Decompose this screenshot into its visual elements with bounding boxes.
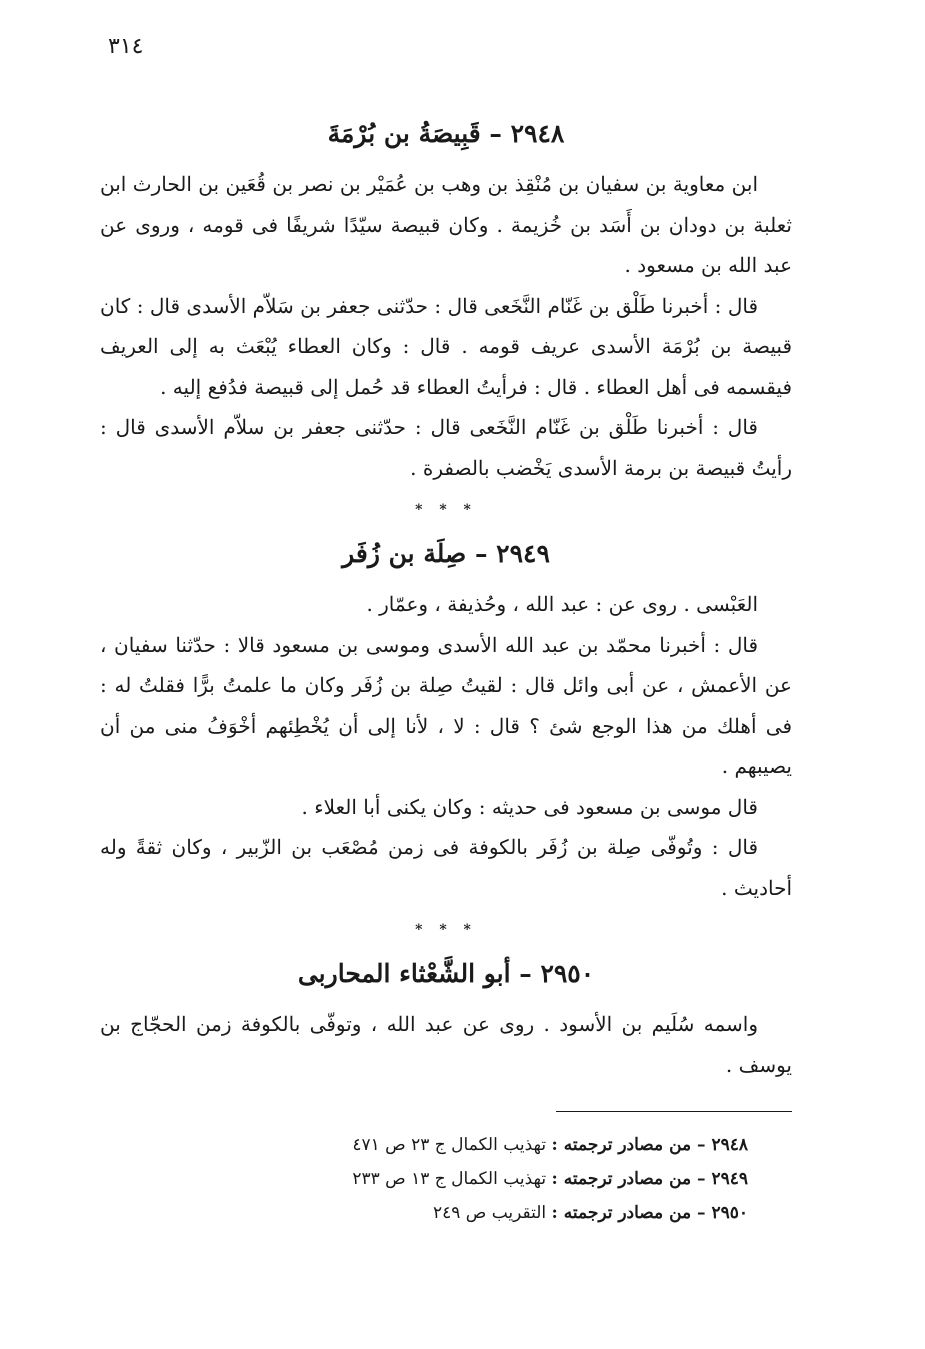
- section-separator: * * *: [415, 922, 477, 938]
- entry-title: ٢٩٤٩ – صِلَة بن زُفَر: [342, 539, 550, 568]
- footnote-text: تهذيب الكمال ج ١٣ ص ٢٣٣: [352, 1169, 547, 1189]
- page-number: ٣١٤: [108, 34, 144, 59]
- entry-2948: [100, 112, 792, 488]
- entry-2949: [100, 532, 792, 908]
- footnote-text: تهذيب الكمال ج ٢٣ ص ٤٧١: [352, 1135, 547, 1155]
- section-separator: * * *: [415, 502, 477, 518]
- footnote-2949: [100, 1162, 792, 1196]
- entry-paragraph: قال : أخبرنا محمّد بن عبد الله الأسدى وموسى بن مسعود قالا : حدّثنا سفيان ، عن الأعمش ، عن أبى وائل قال : لقيتُ صِلة بن زُفَر وكان ما علمتُ برًّا فقلتُ له : فى أهلك من هذا الوجع شئ ؟ قال : لا ، لأنا إلى أن يُخْطِئهم أخْوَفُ منى من أن يصيبهم .: [100, 632, 792, 778]
- entry-paragraph: قال : أخبرنا طَلْق بن غَنّام النَّخَعى قال : حدّثنى جعفر بن سَلاّم الأسدى قال : كان قبيصة بن بُرْمَة الأسدى عريف قومه . قال : وكان العطاء يُبْعَث به إلى العريف فيقسمه فى أهل العطاء . قال : فرأيتُ العطاء قد حُمل إلى قبيصة فدُفع إليه .: [100, 293, 793, 399]
- page-content: [100, 112, 792, 1230]
- footnote-label: ٢٩٤٩ – من مصادر ترجمته :: [551, 1169, 748, 1189]
- entry-paragraph: العَبْسى . روى عن : عبد الله ، وحُذيفة ، وعمّار .: [366, 592, 758, 616]
- entry-paragraph: قال : وتُوفّى صِلة بن زُفَر بالكوفة فى زمن مُصْعَب بن الزّبير ، وكان ثقةً وله أحاديث .: [100, 835, 792, 900]
- footnote-divider: [556, 1111, 792, 1112]
- footnote-label: ٢٩٤٨ – من مصادر ترجمته :: [551, 1135, 748, 1155]
- footnotes: [100, 1128, 792, 1230]
- entry-title: ٢٩٥٠ – أبو الشَّعْثاء المحاربى: [297, 959, 595, 988]
- entry-paragraph: واسمه سُلَيم بن الأسود . روى عن عبد الله ، وتوفّى بالكوفة زمن الحجّاج بن يوسف .: [100, 1012, 792, 1077]
- entry-paragraph: قال : أخبرنا طَلْق بن غَنّام النَّخَعى قال : حدّثنى جعفر بن سلاّم الأسدى قال : رأيتُ قبيصة بن برمة الأسدى يَخْضب بالصفرة .: [100, 415, 792, 480]
- footnote-text: التقريب ص ٢٤٩: [432, 1203, 547, 1223]
- footnote-2948: [100, 1128, 792, 1162]
- footnote-label: ٢٩٥٠ – من مصادر ترجمته :: [551, 1203, 748, 1223]
- entry-2950: [100, 952, 792, 1085]
- footnote-2950: [100, 1196, 792, 1230]
- entry-paragraph: قال موسى بن مسعود فى حديثه : وكان يكنى أبا العلاء .: [301, 794, 758, 819]
- entry-title: ٢٩٤٨ – قَبِيصَةُ بن بُرْمَةَ: [327, 119, 565, 148]
- entry-paragraph: ابن معاوية بن سفيان بن مُنْقِذ بن وهب بن عُمَيْر بن نصر بن قُعَين بن الحارث ابن ثعلبة بن دودان بن أَسَد بن خُزيمة . وكان قبيصة سيّدًا شريفًا فى قومه ، وروى عن عبد الله بن مسعود .: [100, 172, 792, 277]
